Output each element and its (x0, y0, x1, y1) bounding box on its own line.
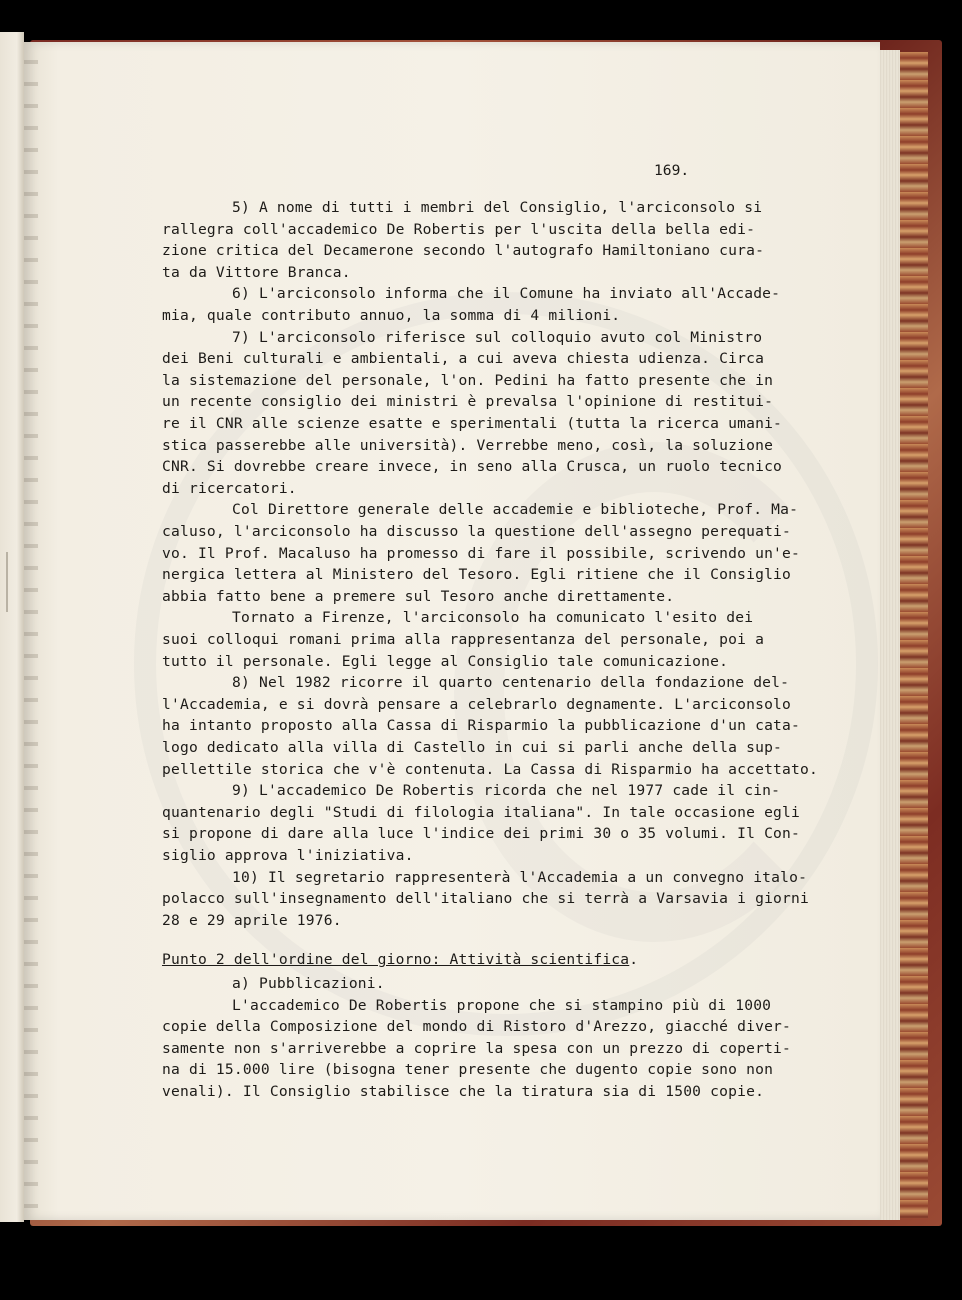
section-heading (162, 949, 638, 971)
text-line: tutto il personale. Egli legge al Consiglio tale comunicazione. (162, 652, 729, 670)
document-page (24, 42, 880, 1220)
text-line: 6) L'arciconsolo informa che il Comune ha inviato all'Accade- (232, 285, 781, 303)
text-line: polacco sull'insegnamento dell'italiano che si terrà a Varsavia i giorni (162, 890, 810, 908)
text-line: un recente consiglio dei ministri è prevalsa l'opinione di restitui- (162, 393, 774, 411)
left-page-edge (0, 32, 24, 1222)
text-line: quantenario degli "Studi di filologia italiana". In tale occasione egli (162, 803, 801, 821)
text-line: la sistemazione del personale, l'on. Pedini ha fatto presente che in (162, 371, 774, 389)
text-line: abbia fatto bene a premere sul Tesoro anche direttamente. (162, 587, 675, 605)
text-line: copie della Composizione del mondo di Ristoro d'Arezzo, giacché diver- (162, 1018, 792, 1036)
text-line: 5) A nome di tutti i membri del Consiglio, l'arciconsolo si (232, 199, 763, 216)
page-number: 169. (654, 162, 690, 179)
section-heading-text: Punto 2 dell'ordine del giorno: Attività scientifica (162, 951, 630, 969)
left-page-mark (6, 552, 8, 612)
paragraph (162, 867, 809, 932)
text-line: ha intanto proposto alla Cassa di Risparmio la pubblicazione d'un cata- (162, 717, 801, 735)
text-line: si propone di dare alla luce l'indice dei primi 30 o 35 volumi. Il Con- (162, 825, 801, 843)
paragraph (162, 780, 800, 866)
text-line: suoi colloqui romani prima alla rappresentanza del personale, poi a (162, 630, 765, 648)
text-line: logo dedicato alla villa di Castello in cui si parli anche della sup- (162, 738, 783, 756)
text-line: venali). Il Consiglio stabilisce che la tiratura sia di 1500 copie. (162, 1082, 765, 1100)
text-line: na di 15.000 lire (bisogna tener presente che dugento copie sono non (162, 1061, 774, 1079)
text-line: 10) Il segretario rappresenterà l'Accademia a un convegno italo- (232, 868, 808, 886)
text-line: nergica lettera al Ministero del Tesoro. Egli ritiene che il Consiglio (162, 566, 792, 584)
gutter-marks (24, 42, 38, 1220)
paragraph (162, 283, 780, 326)
paragraph (162, 672, 818, 780)
paragraph (162, 197, 764, 283)
text-line: zione critica del Decamerone secondo l'autografo Hamiltoniano cura- (162, 242, 765, 260)
text-line: 8) Nel 1982 ricorre il quarto centenario della fondazione del- (232, 674, 790, 692)
text-line: l'Accademia, e si dovrà pensare a celebrarlo degnamente. L'arciconsolo (162, 695, 792, 713)
text-line: caluso, l'arciconsolo ha discusso la questione dell'assegno perequati- (162, 522, 792, 540)
paragraph (162, 973, 385, 995)
paragraph (162, 995, 791, 1103)
text-line: pellettile storica che v'è contenuta. La Cassa di Risparmio ha accettato. (162, 760, 818, 778)
text-line: di ricercatori. (162, 479, 297, 497)
text-line: 9) L'accademico De Robertis ricorda che nel 1977 cade il cin- (232, 782, 781, 800)
section-heading-period: . (629, 951, 639, 969)
text-line: ta da Vittore Branca. (162, 263, 351, 281)
paragraph (162, 607, 764, 672)
text-line: 7) L'arciconsolo riferisce sul colloquio avuto col Ministro (232, 328, 763, 346)
text-line: rallegra coll'accademico De Robertis per l'uscita della bella edi- (162, 220, 756, 238)
text-line: vo. Il Prof. Macaluso ha promesso di fare il possibile, scrivendo un'e- (162, 544, 801, 562)
text-line: Col Direttore generale delle accademie e biblioteche, Prof. Ma- (232, 501, 799, 519)
text-line: 28 e 29 aprile 1976. (162, 911, 342, 929)
text-line: samente non s'arriverebbe a coprire la spesa con un prezzo di coperti- (162, 1039, 792, 1057)
text-line: dei Beni culturali e ambientali, a cui aveva chiesta udienza. Circa (162, 350, 765, 368)
text-line: Tornato a Firenze, l'arciconsolo ha comunicato l'esito dei (232, 609, 754, 627)
paragraph (162, 327, 782, 500)
text-line: CNR. Si dovrebbe creare invece, in seno alla Crusca, un ruolo tecnico (162, 458, 783, 476)
text-line: L'accademico De Robertis propone che si stampino più di 1000 (232, 996, 772, 1014)
paragraph (162, 499, 800, 607)
text-line: re il CNR alle scienze esatte e sperimentali (tutta la ricerca umani- (162, 414, 783, 432)
text-line: a) Pubblicazioni. (232, 975, 385, 992)
text-line: stica passerebbe alle università). Verrebbe meno, così, la soluzione (162, 436, 774, 454)
text-line: siglio approva l'iniziativa. (162, 846, 414, 864)
text-line: mia, quale contributo annuo, la somma di 4 milioni. (162, 306, 621, 324)
